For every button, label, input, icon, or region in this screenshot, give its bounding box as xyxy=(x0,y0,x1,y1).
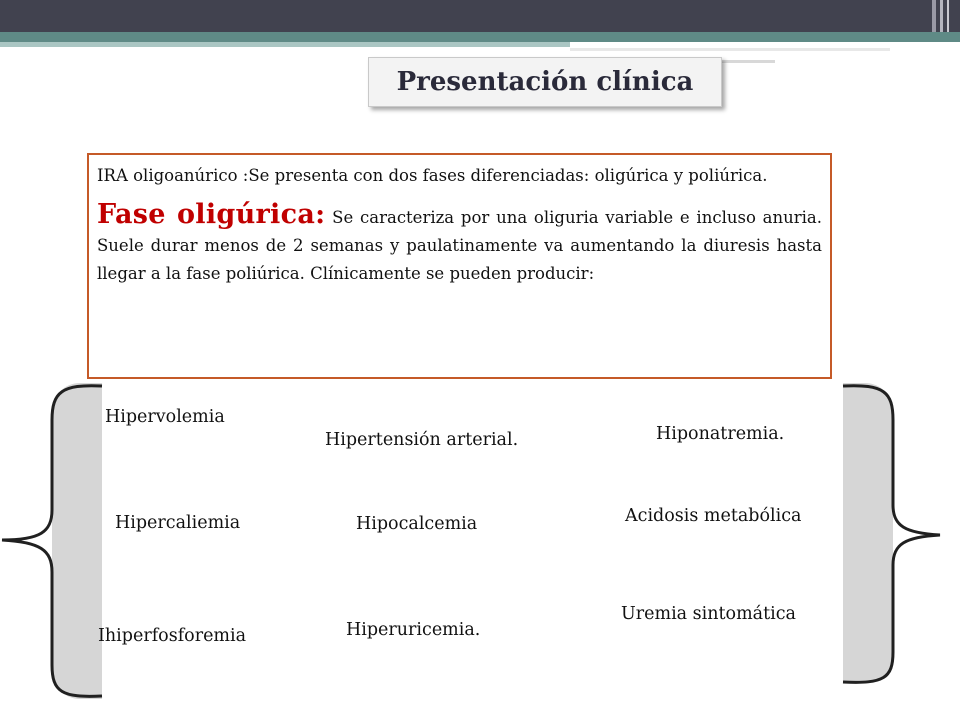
corner-lines xyxy=(932,0,936,32)
item-hiponatremia: Hiponatremia. xyxy=(656,424,785,444)
item-hiperfosforemia: Ihiperfosforemia xyxy=(98,626,247,646)
title-box xyxy=(368,57,722,107)
accent-stripe-light xyxy=(0,42,570,47)
item-hipervolemia: Hipervolemia xyxy=(105,407,225,427)
item-uremia: Uremia sintomática xyxy=(621,604,796,624)
intro-text: IRA oligoanúrico :Se presenta con dos fases diferenciadas: oligúrica y poliúrica. xyxy=(97,166,768,185)
item-hipertension: Hipertensión arterial. xyxy=(325,430,519,450)
corner-lines-3 xyxy=(947,0,949,32)
accent-line-white xyxy=(570,48,890,51)
corner-lines-2 xyxy=(940,0,943,32)
description-box xyxy=(87,153,832,379)
right-brace xyxy=(843,386,940,683)
accent-stripe xyxy=(0,32,960,42)
item-hipercaliemia: Hipercaliemia xyxy=(115,513,241,533)
page-title: Presentación clínica xyxy=(396,67,694,97)
phase-paragraph xyxy=(97,201,822,288)
left-brace xyxy=(2,386,102,697)
top-bar xyxy=(0,0,960,32)
item-acidosis: Acidosis metabólica xyxy=(625,506,802,526)
item-hipocalcemia: Hipocalcemia xyxy=(356,514,478,534)
item-hiperuricemia: Hiperuricemia. xyxy=(346,620,481,640)
phase-heading: Fase oligúrica: xyxy=(97,199,326,230)
phase-text: Se caracteriza por una oliguria variable e incluso anuria. Suele durar menos de 2 semanas y paulatinamente va aumentando la diuresis hasta llegar a la fase poliúrica. Clínicamente se pueden producir: xyxy=(97,208,822,283)
curly-braces xyxy=(0,380,960,705)
